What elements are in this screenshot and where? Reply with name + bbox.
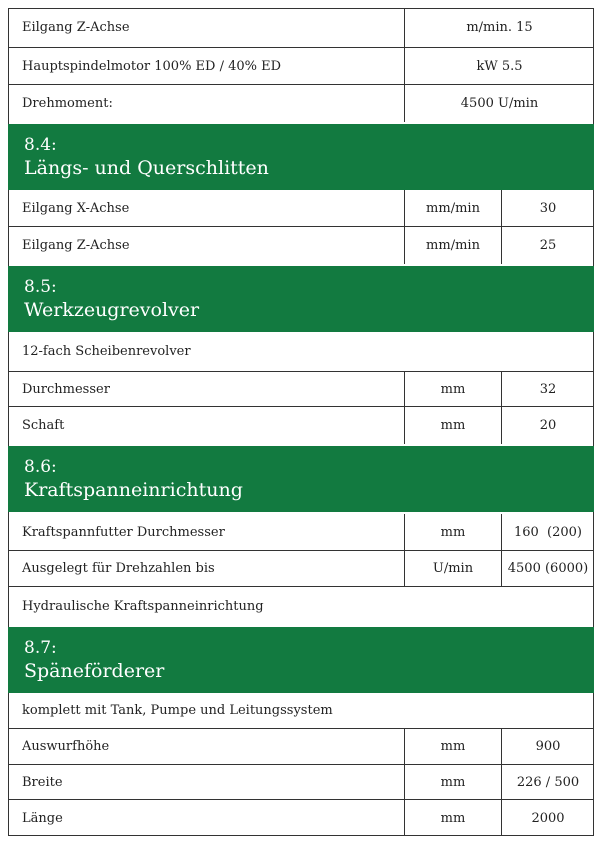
section-title: Späneförderer — [24, 659, 165, 682]
table-row — [8, 800, 594, 836]
section-header-8-5 — [8, 266, 594, 332]
table-row — [8, 48, 594, 85]
table-row — [8, 227, 594, 264]
table-row — [8, 332, 594, 372]
row-label: Länge — [22, 810, 63, 826]
row-label: Drehmoment: — [22, 96, 113, 111]
table-row — [8, 765, 594, 800]
row-label: Schaft — [22, 418, 65, 433]
section-title: Längs- und Querschlitten — [24, 156, 269, 179]
row-label: Auswurfhöhe — [22, 739, 110, 754]
row-unit: mm — [404, 729, 501, 764]
row-label: Eilgang Z-Achse — [22, 238, 130, 253]
row-label: Breite — [22, 774, 63, 790]
row-unit: mm/min — [404, 227, 501, 264]
row-value: 25 — [501, 227, 594, 264]
table-row — [8, 190, 594, 227]
row-value: 160 (200) — [501, 514, 594, 550]
row-label: Eilgang Z-Achse — [22, 20, 130, 35]
row-value: m/min. 15 — [404, 8, 594, 47]
section-note: Hydraulische Kraftspanneinrichtung — [22, 598, 264, 614]
row-value: 4500 U/min — [404, 85, 594, 122]
row-unit: mm — [404, 514, 501, 550]
row-value: kW 5.5 — [404, 48, 594, 84]
table-row — [8, 587, 594, 625]
table-row — [8, 514, 594, 551]
row-label: Ausgelegt für Drehzahlen bis — [22, 561, 215, 576]
section-header-8-6 — [8, 446, 594, 512]
row-value: 30 — [501, 190, 594, 226]
section-note: komplett mit Tank, Pumpe und Leitungssystem — [22, 703, 333, 718]
row-value: 2000 — [501, 800, 594, 836]
row-value: 32 — [501, 372, 594, 406]
row-value: 20 — [501, 407, 594, 444]
row-value: 900 — [501, 729, 594, 764]
section-title: Werkzeugrevolver — [24, 298, 200, 321]
section-number: 8.7: — [24, 637, 57, 658]
section-title: Kraftspanneinrichtung — [24, 478, 243, 501]
table-row — [8, 85, 594, 122]
section-number: 8.6: — [24, 456, 57, 477]
table-row — [8, 729, 594, 765]
row-label: Kraftspannfutter Durchmesser — [22, 524, 225, 540]
row-unit: U/min — [404, 551, 501, 586]
section-number: 8.5: — [24, 276, 57, 297]
row-unit: mm — [404, 800, 501, 836]
row-unit: mm — [404, 407, 501, 444]
row-label: Eilgang X-Achse — [22, 200, 130, 216]
table-row — [8, 693, 594, 729]
table-row — [8, 407, 594, 444]
section-number: 8.4: — [24, 134, 57, 155]
table-row — [8, 8, 594, 48]
row-unit: mm — [404, 372, 501, 406]
row-label: Durchmesser — [22, 381, 110, 397]
row-value: 226 / 500 — [501, 765, 594, 799]
section-header-8-4 — [8, 124, 594, 190]
row-unit: mm/min — [404, 190, 501, 226]
section-note: 12-fach Scheibenrevolver — [22, 344, 191, 359]
table-row — [8, 372, 594, 407]
table-row — [8, 551, 594, 587]
row-label: Hauptspindelmotor 100% ED / 40% ED — [22, 58, 282, 74]
row-value: 4500 (6000) — [501, 551, 594, 586]
section-header-8-7 — [8, 627, 594, 693]
row-unit: mm — [404, 765, 501, 799]
